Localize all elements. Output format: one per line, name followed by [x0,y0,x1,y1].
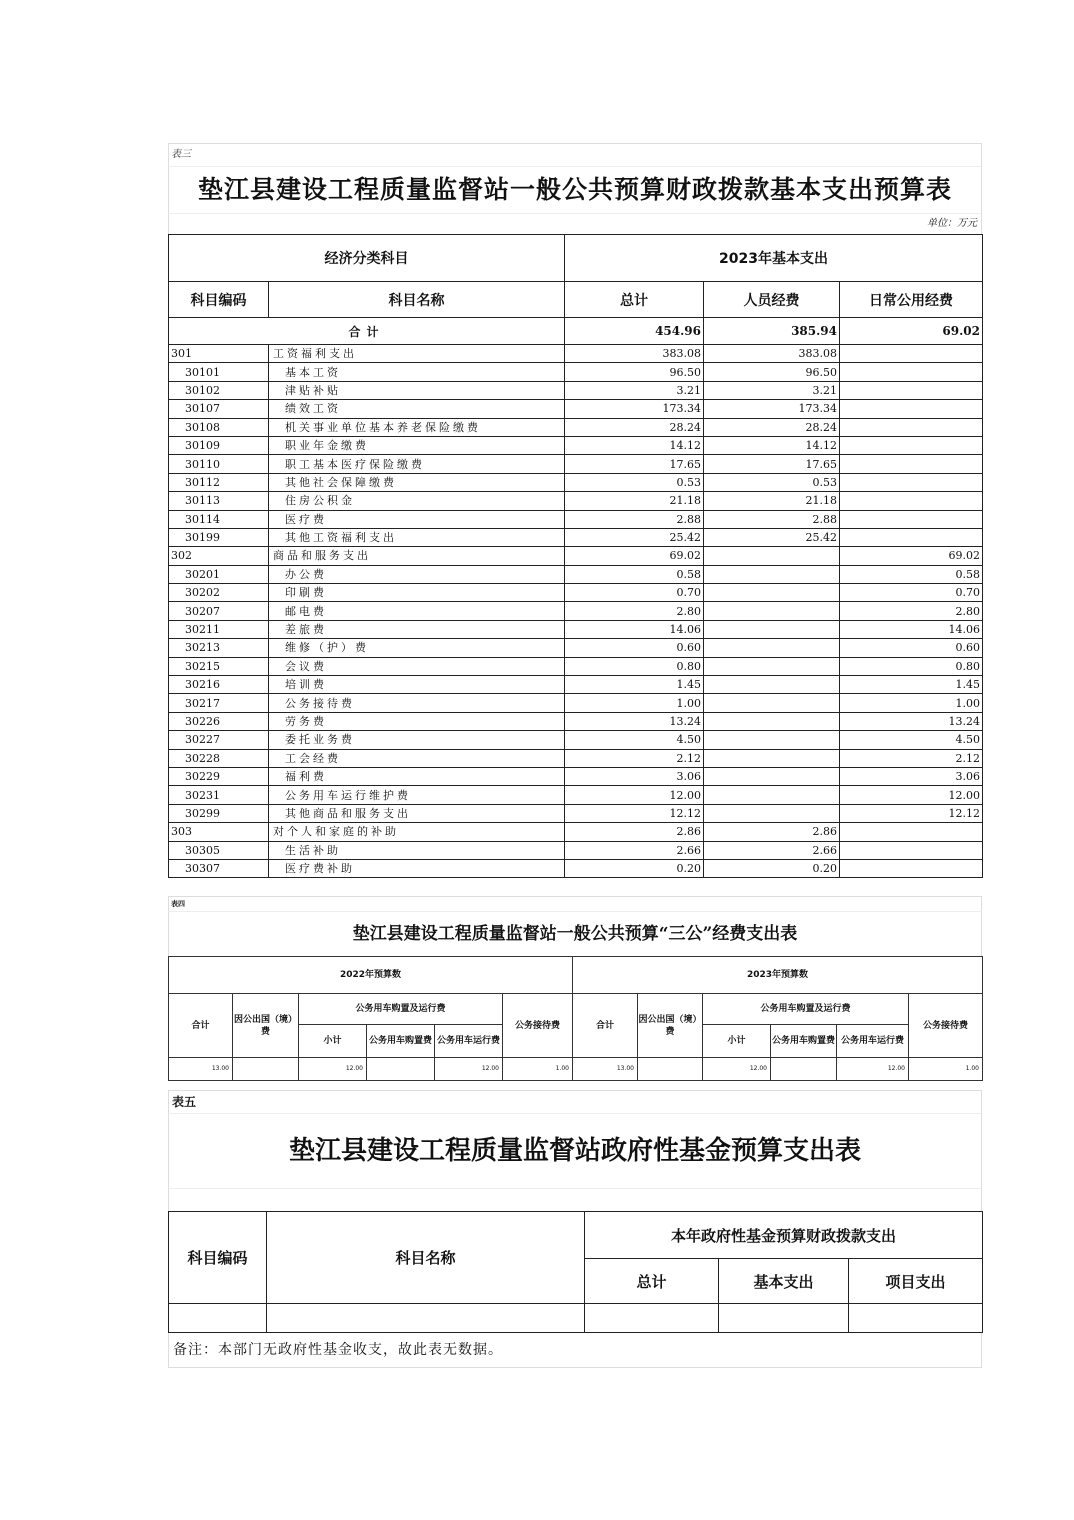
row-total: 2.12 [565,749,704,767]
val-2023-reception: 1.00 [909,1058,983,1081]
row-personnel: 383.08 [704,345,840,363]
row-total: 0.53 [565,473,704,491]
row-total: 1.00 [565,694,704,712]
header-total: 总计 [565,282,704,318]
row-name: 其他社会保障缴费 [269,473,565,491]
table-row [169,510,983,528]
table-row [169,363,983,381]
table-row [169,694,983,712]
table-row [169,547,983,565]
table-row [169,712,983,730]
total-label: 合计 [169,318,565,345]
row-name: 津贴补贴 [269,381,565,399]
row-name: 工会经费 [269,749,565,767]
row-personnel: 28.24 [704,418,840,436]
row-total: 0.80 [565,657,704,675]
row-total: 25.42 [565,528,704,546]
table-row [169,418,983,436]
row-public [840,455,983,473]
row-code: 30112 [169,473,269,491]
table-row [169,731,983,749]
row-name: 对个人和家庭的补助 [269,823,565,841]
val-2022-subtotal: 12.00 [299,1058,367,1081]
basic-expenditure-table-section [168,143,982,878]
row-public: 2.80 [840,602,983,620]
row-name: 商品和服务支出 [269,547,565,565]
table-row [169,492,983,510]
row-personnel [704,657,840,675]
row-code: 30199 [169,528,269,546]
row-public: 12.12 [840,804,983,822]
row-code: 30113 [169,492,269,510]
table-row [169,528,983,546]
row-name: 职工基本医疗保险缴费 [269,455,565,473]
row-name: 医疗费补助 [269,859,565,877]
three-public-expense-section [168,896,982,1081]
row-code: 30229 [169,767,269,785]
t5-header-basic: 基本支出 [719,1259,849,1304]
row-code: 30215 [169,657,269,675]
group-2022: 2022年预算数 [169,957,573,994]
row-total: 0.58 [565,565,704,583]
row-public [840,823,983,841]
row-personnel: 2.66 [704,841,840,859]
val-2023-total: 13.00 [573,1058,638,1081]
row-name: 委托业务费 [269,731,565,749]
t5-empty-cell [169,1304,267,1333]
total-total: 454.96 [565,318,704,345]
t5-header-group: 本年政府性基金预算财政拨款支出 [585,1212,983,1259]
row-public [840,510,983,528]
row-public [840,381,983,399]
row-code: 30207 [169,602,269,620]
row-total: 0.70 [565,584,704,602]
header-2023-basic: 2023年基本支出 [565,235,983,282]
row-code: 30108 [169,418,269,436]
row-name: 差旅费 [269,620,565,638]
row-public: 0.58 [840,565,983,583]
row-public: 0.60 [840,639,983,657]
row-total: 2.66 [565,841,704,859]
row-name: 邮电费 [269,602,565,620]
row-public [840,436,983,454]
row-total: 3.06 [565,767,704,785]
table-row [169,657,983,675]
row-code: 30114 [169,510,269,528]
t5-header-code: 科目编码 [169,1212,267,1304]
table-row [169,584,983,602]
table3-label: 表三 [168,143,982,166]
header-name: 科目名称 [269,282,565,318]
table-row [169,676,983,694]
government-fund-section [168,1090,982,1368]
header-personnel: 人员经费 [704,282,840,318]
table-row [169,565,983,583]
table-row [169,455,983,473]
col-operation-2022: 公务用车运行费 [435,1025,503,1058]
row-public [840,473,983,491]
row-personnel [704,786,840,804]
row-personnel: 25.42 [704,528,840,546]
row-public [840,400,983,418]
row-personnel [704,712,840,730]
row-public: 2.12 [840,749,983,767]
row-public [840,418,983,436]
t5-header-name: 科目名称 [267,1212,585,1304]
row-personnel: 2.88 [704,510,840,528]
table-row [169,400,983,418]
row-public [840,841,983,859]
row-personnel [704,676,840,694]
table-row [169,786,983,804]
table-row [169,473,983,491]
row-total: 0.20 [565,859,704,877]
col-abroad-2022: 因公出国（境）费 [233,994,299,1058]
table5-label: 表五 [168,1090,982,1113]
total-row [169,318,983,345]
values-row [169,1058,983,1081]
row-total: 12.12 [565,804,704,822]
row-name: 办公费 [269,565,565,583]
row-personnel: 0.53 [704,473,840,491]
row-name: 职业年金缴费 [269,436,565,454]
t5-header-project: 项目支出 [849,1259,983,1304]
t5-header-total: 总计 [585,1259,719,1304]
row-total: 28.24 [565,418,704,436]
row-code: 30109 [169,436,269,454]
row-code: 30202 [169,584,269,602]
col-purchase-2022: 公务用车购置费 [367,1025,435,1058]
row-total: 2.86 [565,823,704,841]
row-total: 4.50 [565,731,704,749]
row-public: 14.06 [840,620,983,638]
basic-expenditure-table [168,234,983,878]
row-code: 30299 [169,804,269,822]
row-code: 30231 [169,786,269,804]
val-2023-subtotal: 12.00 [703,1058,771,1081]
val-2022-purchase [367,1058,435,1081]
row-total: 2.80 [565,602,704,620]
header-code: 科目编码 [169,282,269,318]
row-code: 30211 [169,620,269,638]
row-total: 69.02 [565,547,704,565]
row-total: 2.88 [565,510,704,528]
table-row [169,639,983,657]
row-code: 30101 [169,363,269,381]
row-code: 30307 [169,859,269,877]
row-total: 12.00 [565,786,704,804]
row-public [840,528,983,546]
row-personnel [704,767,840,785]
table-row [169,436,983,454]
row-personnel: 14.12 [704,436,840,454]
val-2022-total: 13.00 [169,1058,233,1081]
row-public: 4.50 [840,731,983,749]
table3-title: 垫江县建设工程质量监督站一般公共预算财政拨款基本支出预算表 [168,166,982,213]
total-public: 69.02 [840,318,983,345]
row-name: 会议费 [269,657,565,675]
row-name: 绩效工资 [269,400,565,418]
row-public: 13.24 [840,712,983,730]
row-total: 21.18 [565,492,704,510]
row-total: 3.21 [565,381,704,399]
row-personnel: 3.21 [704,381,840,399]
row-name: 基本工资 [269,363,565,381]
col-purchase-2023: 公务用车购置费 [771,1025,837,1058]
row-public: 0.80 [840,657,983,675]
row-personnel [704,620,840,638]
row-name: 住房公积金 [269,492,565,510]
row-personnel: 96.50 [704,363,840,381]
row-name: 生活补助 [269,841,565,859]
row-code: 30217 [169,694,269,712]
row-public [840,492,983,510]
t5-empty-cell [849,1304,983,1333]
row-personnel [704,602,840,620]
t5-empty-row [169,1304,983,1333]
row-personnel: 21.18 [704,492,840,510]
row-public: 12.00 [840,786,983,804]
col-total-2022: 合计 [169,994,233,1058]
row-name: 医疗费 [269,510,565,528]
row-total: 13.24 [565,712,704,730]
row-public: 1.45 [840,676,983,694]
row-personnel [704,694,840,712]
col-vehicle-group-2022: 公务用车购置及运行费 [299,994,503,1025]
col-vehicle-group-2023: 公务用车购置及运行费 [703,994,909,1025]
row-personnel [704,804,840,822]
row-name: 印刷费 [269,584,565,602]
col-subtotal-2023: 小计 [703,1025,771,1058]
row-public [840,859,983,877]
row-code: 30228 [169,749,269,767]
table-row [169,859,983,877]
row-code: 301 [169,345,269,363]
table4-label: 表四 [168,896,982,911]
table-row [169,749,983,767]
row-code: 303 [169,823,269,841]
row-name: 机关事业单位基本养老保险缴费 [269,418,565,436]
row-total: 1.45 [565,676,704,694]
t5-empty-cell [585,1304,719,1333]
val-2022-abroad [233,1058,299,1081]
table-row [169,602,983,620]
val-2023-abroad [638,1058,703,1081]
row-code: 30110 [169,455,269,473]
table5-spacer [168,1188,982,1211]
row-name: 培训费 [269,676,565,694]
row-personnel: 173.34 [704,400,840,418]
row-personnel [704,584,840,602]
row-total: 96.50 [565,363,704,381]
row-personnel: 0.20 [704,859,840,877]
val-2022-operation: 12.00 [435,1058,503,1081]
row-name: 其他工资福利支出 [269,528,565,546]
row-code: 30216 [169,676,269,694]
col-abroad-2023: 因公出国（境）费 [638,994,703,1058]
table-row [169,823,983,841]
row-personnel [704,749,840,767]
row-personnel [704,731,840,749]
val-2022-reception: 1.00 [503,1058,573,1081]
val-2023-purchase [771,1058,837,1081]
row-code: 30305 [169,841,269,859]
table-row [169,345,983,363]
val-2023-operation: 12.00 [837,1058,909,1081]
row-public [840,345,983,363]
row-code: 30227 [169,731,269,749]
government-fund-table [168,1211,983,1333]
row-code: 30226 [169,712,269,730]
header-economic-class: 经济分类科目 [169,235,565,282]
row-total: 14.06 [565,620,704,638]
col-total-2023: 合计 [573,994,638,1058]
row-personnel [704,639,840,657]
total-personnel: 385.94 [704,318,840,345]
row-total: 17.65 [565,455,704,473]
row-total: 0.60 [565,639,704,657]
col-reception-2023: 公务接待费 [909,994,983,1058]
row-personnel: 17.65 [704,455,840,473]
table-row [169,767,983,785]
col-reception-2022: 公务接待费 [503,994,573,1058]
col-operation-2023: 公务用车运行费 [837,1025,909,1058]
t5-empty-cell [719,1304,849,1333]
table-row [169,841,983,859]
row-code: 30201 [169,565,269,583]
row-total: 14.12 [565,436,704,454]
row-code: 30107 [169,400,269,418]
row-public: 3.06 [840,767,983,785]
row-code: 30102 [169,381,269,399]
table4-title: 垫江县建设工程质量监督站一般公共预算“三公”经费支出表 [168,911,982,956]
row-personnel [704,565,840,583]
row-public: 1.00 [840,694,983,712]
row-total: 173.34 [565,400,704,418]
table-row [169,620,983,638]
row-name: 工资福利支出 [269,345,565,363]
row-public [840,363,983,381]
table5-note: 备注：本部门无政府性基金收支，故此表无数据。 [168,1333,982,1368]
t5-empty-cell [267,1304,585,1333]
row-name: 维修（护）费 [269,639,565,657]
three-public-expense-table [168,956,983,1081]
table5-title: 垫江县建设工程质量监督站政府性基金预算支出表 [168,1113,982,1188]
row-name: 公务接待费 [269,694,565,712]
row-public: 69.02 [840,547,983,565]
row-total: 383.08 [565,345,704,363]
header-public: 日常公用经费 [840,282,983,318]
row-code: 30213 [169,639,269,657]
table3-body [169,345,983,878]
row-name: 公务用车运行维护费 [269,786,565,804]
row-personnel: 2.86 [704,823,840,841]
row-public: 0.70 [840,584,983,602]
row-name: 其他商品和服务支出 [269,804,565,822]
table-row [169,381,983,399]
row-name: 劳务费 [269,712,565,730]
row-code: 302 [169,547,269,565]
table3-unit: 单位：万元 [168,213,982,234]
col-subtotal-2022: 小计 [299,1025,367,1058]
group-2023: 2023年预算数 [573,957,983,994]
row-name: 福利费 [269,767,565,785]
table-row [169,804,983,822]
row-personnel [704,547,840,565]
